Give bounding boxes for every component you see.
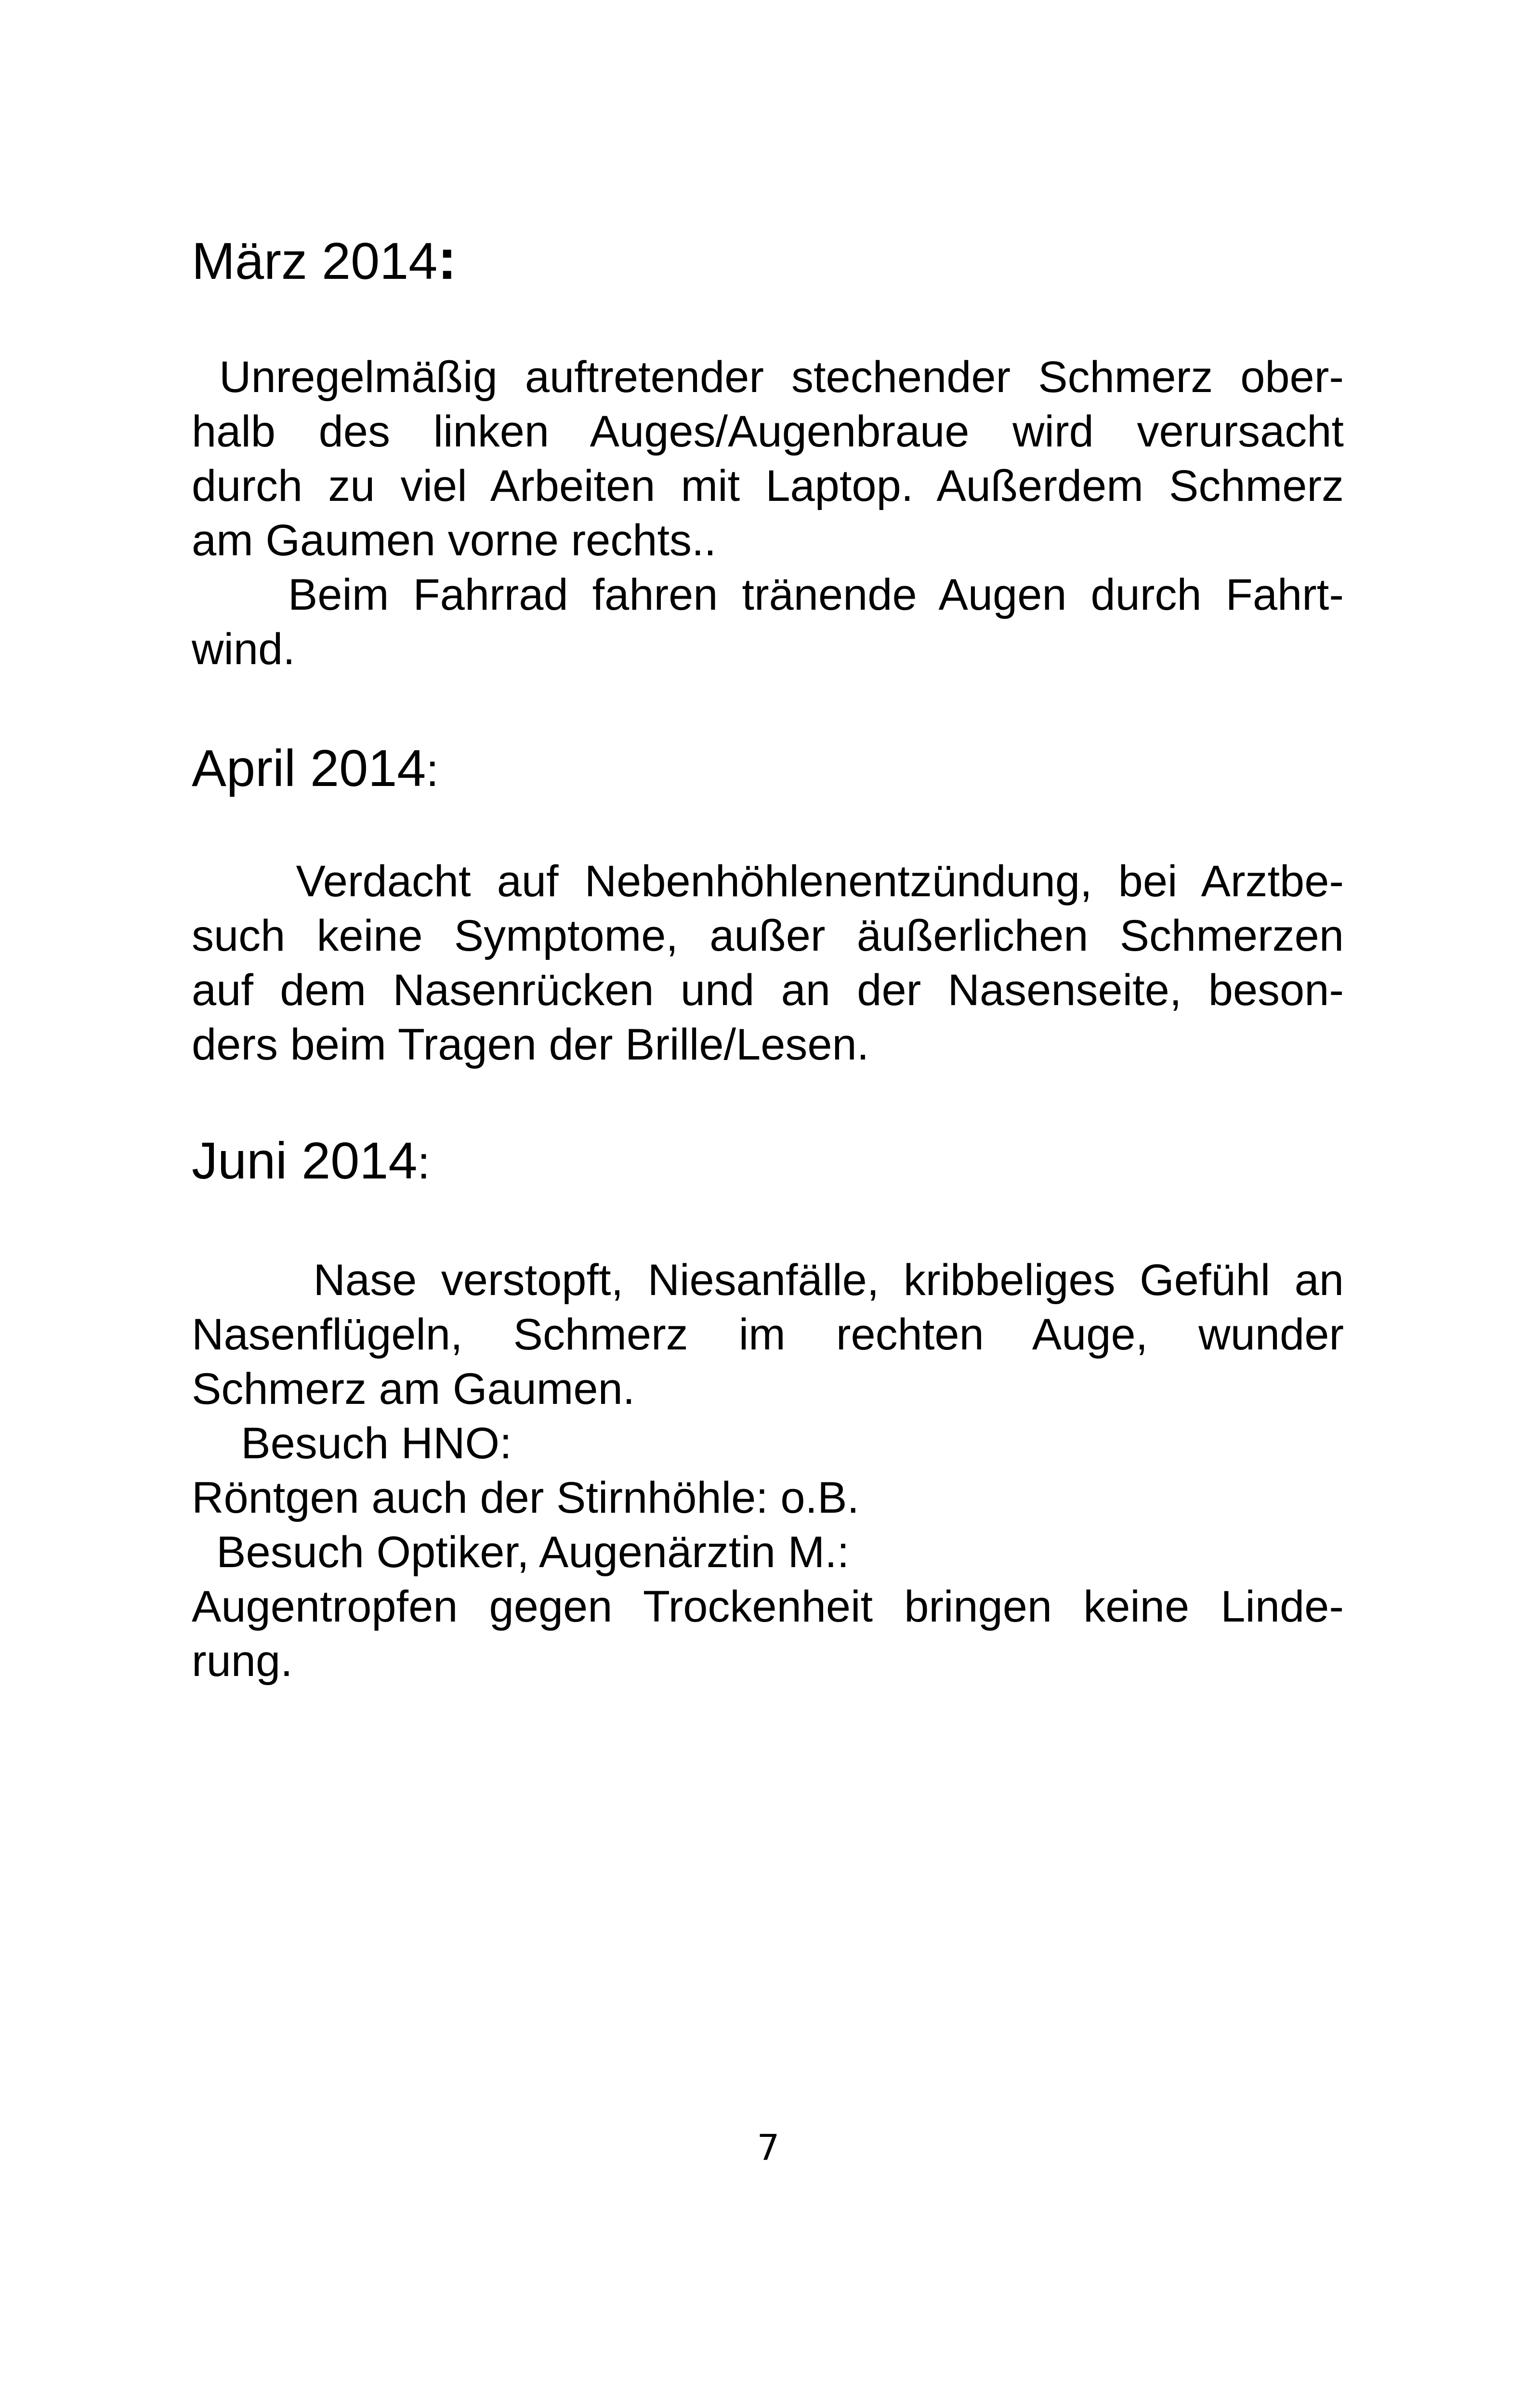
heading-text: März 2014: [192, 232, 438, 290]
paragraph-april-2014: [192, 854, 1344, 1072]
text-line: Besuch HNO:: [192, 1419, 512, 1468]
section-heading-april-2014: [192, 739, 439, 799]
text-line: Unregelmäßig auftretender stechender Schmerz ober-: [192, 353, 1344, 402]
text-line: ders beim Tragen der Brille/Lesen.: [192, 1020, 869, 1069]
text-line: auf dem Nasenrücken und an der Nasenseite, beson-: [192, 966, 1344, 1015]
text-line: wind.: [192, 625, 295, 674]
text-line: such keine Symptome, außer äußerlichen Schmerzen: [192, 911, 1344, 960]
text-line: durch zu viel Arbeiten mit Laptop. Außerdem Schmerz: [192, 461, 1344, 510]
section-heading-juni-2014: [192, 1132, 430, 1192]
heading-colon: :: [437, 227, 457, 291]
text-line: Besuch Optiker, Augenärztin M.:: [192, 1528, 850, 1577]
text-line: am Gaumen vorne rechts..: [192, 516, 717, 565]
text-line: Röntgen auch der Stirnhöhle: o.B.: [192, 1473, 860, 1522]
text-line: Beim Fahrrad fahren tränende Augen durch Fahrt-: [192, 570, 1344, 619]
heading-colon: :: [426, 745, 439, 796]
text-line: Verdacht auf Nebenhöhlenentzündung, bei Arztbe-: [192, 857, 1344, 906]
text-line: Nasenflügeln, Schmerz im rechten Auge, wunder: [192, 1310, 1344, 1359]
heading-text: April 2014: [192, 739, 426, 797]
page-number: 7: [757, 2127, 780, 2169]
text-line: Augentropfen gegen Trockenheit bringen keine Linde-: [192, 1582, 1344, 1631]
paragraph-juni-2014: [192, 1253, 1344, 1688]
text-line: Schmerz am Gaumen.: [192, 1364, 635, 1413]
paragraph-maerz-2014: [192, 350, 1344, 677]
text-line: rung.: [192, 1636, 293, 1686]
heading-text: Juni 2014: [192, 1131, 418, 1190]
section-heading-maerz-2014: [192, 227, 457, 291]
text-line: Nase verstopft, Niesanfälle, kribbeliges Gefühl an: [192, 1256, 1344, 1305]
heading-colon: :: [417, 1137, 431, 1189]
text-line: halb des linken Auges/Augenbraue wird verursacht: [192, 407, 1344, 456]
